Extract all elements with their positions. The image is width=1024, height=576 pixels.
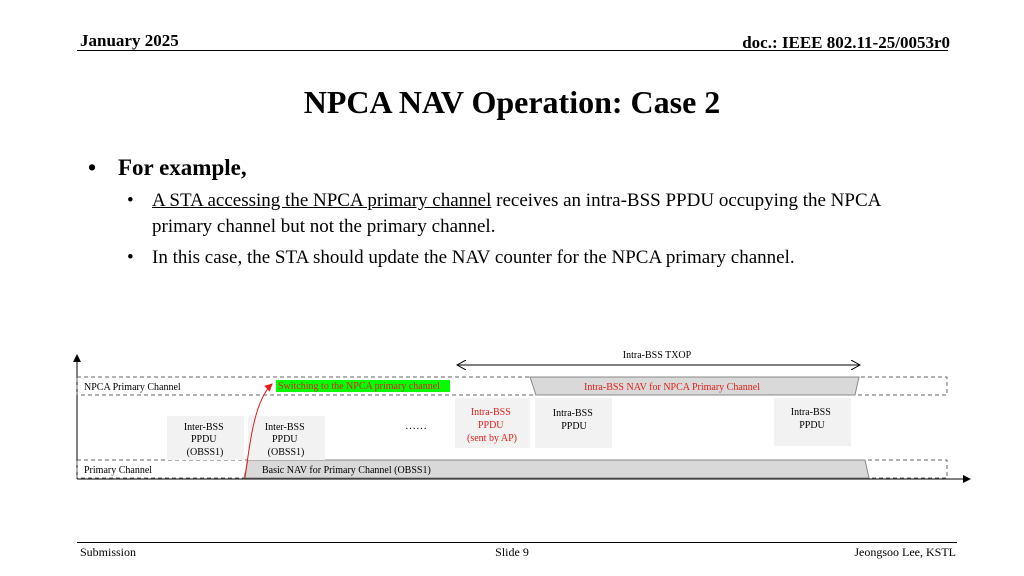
primary-channel-label: Primary Channel [84, 465, 153, 476]
bullet-item-1-underlined: A STA accessing the NPCA primary channel [152, 190, 492, 211]
txop-label: Intra-BSS TXOP [622, 350, 692, 361]
bullet-item-1-rest: receives an intra-BSS PPDU occupying the NPCA primary channel but not the primary channel. [152, 190, 881, 237]
basic-nav-label: Basic NAV for Primary Channel (OBSS1) [262, 465, 431, 476]
bullet-dot-icon: • [88, 155, 97, 180]
header-doc-id: doc.: IEEE 802.11-25/0053r0 [742, 33, 950, 52]
footer-divider [77, 542, 957, 543]
footer-submission: Submission [80, 545, 137, 559]
intra-bss-ppdu-3-text: Intra-BSS PPDU [790, 407, 831, 431]
footer-slide-number: Slide 9 [495, 545, 529, 559]
slide-title: NPCA NAV Operation: Case 2 [303, 84, 721, 120]
inter-bss-ppdu-1-text: Inter-BSS PPDU (OBSS1) [183, 422, 224, 458]
footer-author: Jeongsoo Lee, KSTL [854, 545, 956, 559]
bullet-dot-icon: • [127, 190, 134, 211]
ellipsis: …… [405, 420, 427, 432]
bullet-level1-text: For example, [118, 155, 247, 180]
npca-nav-label: Intra-BSS NAV for NPCA Primary Channel [583, 382, 761, 393]
intra-bss-ppdu-2-text: Intra-BSS PPDU [552, 408, 593, 432]
inter-bss-ppdu-2-text: Inter-BSS PPDU (OBSS1) [264, 422, 305, 458]
header-date: January 2025 [80, 31, 179, 50]
switch-label: Switching to the NPCA primary channel [278, 381, 440, 392]
intra-bss-ppdu-ap-text: Intra-BSS PPDU (sent by AP) [467, 407, 517, 444]
npca-channel-label: NPCA Primary Channel [84, 382, 181, 393]
bullet-item-2-text: In this case, the STA should update the NAV counter for the NPCA primary channel. [152, 247, 795, 268]
bullet-dot-icon: • [127, 247, 134, 268]
